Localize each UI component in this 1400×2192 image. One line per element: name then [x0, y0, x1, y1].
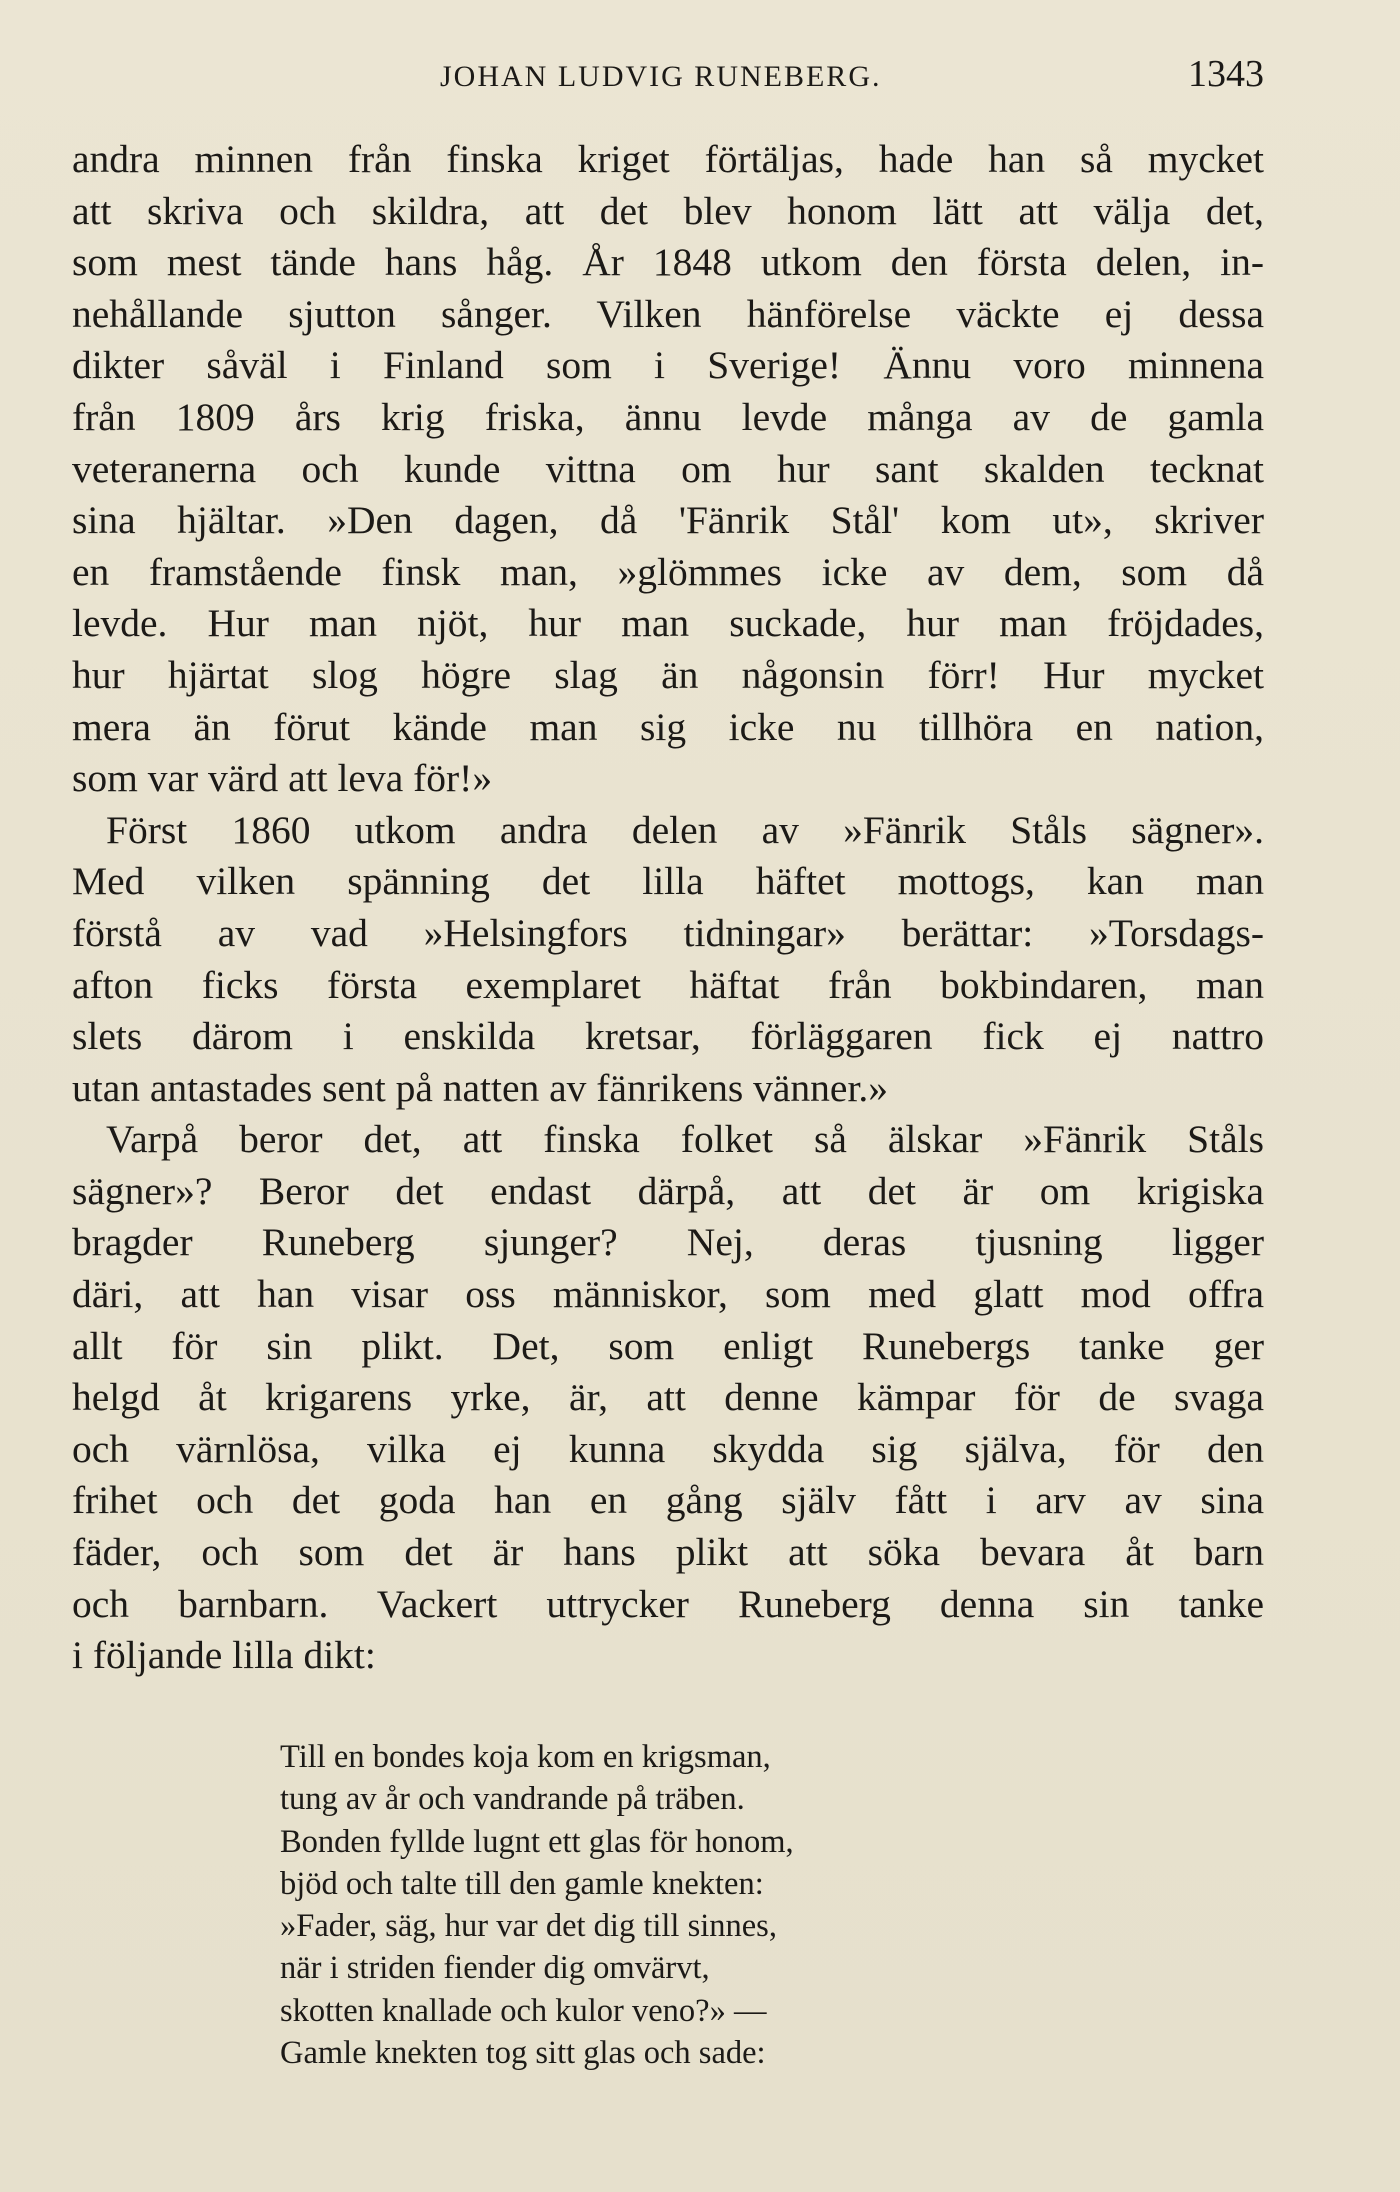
- text-line: sägner»? Beror det endast därpå, att det är om krigiska: [72, 1168, 1264, 1213]
- text-line: andra minnen från finska kriget förtäljas, hade han så mycket: [72, 137, 1264, 181]
- text-line: sina hjältar. »Den dagen, då 'Fänrik Stål' kom ut», skriver: [72, 498, 1264, 543]
- poem: [280, 1736, 1000, 2074]
- text-line: i följande lilla dikt:: [72, 1633, 376, 1678]
- text-line: som var värd att leva för!»: [72, 756, 493, 801]
- text-line: och barnbarn. Vackert uttrycker Runeberg denna sin tanke: [72, 1581, 1264, 1626]
- text-line: utan antastades sent på natten av fänrikens vänner.»: [72, 1065, 889, 1110]
- text-line: förstå av vad »Helsingfors tidningar» berättar: »Torsdags-: [72, 910, 1264, 955]
- text-line: däri, att han visar oss människor, som med glatt mod offra: [72, 1272, 1264, 1317]
- text-line: från 1809 års krig friska, ännu levde många av de gamla: [72, 394, 1264, 439]
- text-line: slets därom i enskilda kretsar, förläggaren fick ej nattro: [72, 1014, 1264, 1059]
- text-line: Först 1860 utkom andra delen av »Fänrik Ståls sägner».: [106, 807, 1264, 852]
- text-line: fäder, och som det är hans plikt att söka bevara åt barn: [72, 1530, 1264, 1575]
- text-line: Med vilken spänning det lilla häftet mottogs, kan man: [72, 859, 1264, 904]
- body-text: [72, 134, 1264, 1682]
- text-line: och värnlösa, vilka ej kunna skydda sig själva, för den: [72, 1426, 1264, 1471]
- poem-line: Gamle knekten tog sitt glas och sade:: [280, 2035, 766, 2072]
- text-line: som mest tände hans håg. År 1848 utkom den första delen, in-: [72, 240, 1264, 285]
- text-line: mera än förut kände man sig icke nu tillhöra en nation,: [72, 704, 1264, 749]
- poem-line: när i striden fiender dig omvärvt,: [280, 1950, 710, 1987]
- text-line: en framstående finsk man, »glömmes icke av dem, som då: [72, 549, 1264, 594]
- text-line: frihet och det goda han en gång själv fått i arv av sina: [72, 1478, 1264, 1523]
- text-line: att skriva och skildra, att det blev honom lätt att välja det,: [72, 188, 1264, 233]
- text-line: allt för sin plikt. Det, som enligt Runebergs tanke ger: [72, 1323, 1264, 1368]
- text-line: hur hjärtat slog högre slag än någonsin förr! Hur mycket: [72, 652, 1264, 697]
- text-line: levde. Hur man njöt, hur man suckade, hur man fröjdades,: [72, 601, 1264, 646]
- page-number: 1343: [1188, 53, 1264, 95]
- page-header: [72, 48, 1264, 98]
- text-line: nehållande sjutton sånger. Vilken hänförelse väckte ej dessa: [72, 291, 1264, 336]
- poem-line: tung av år och vandrande på träben.: [280, 1781, 745, 1818]
- poem-line: Bonden fyllde lugnt ett glas för honom,: [280, 1823, 794, 1860]
- running-head: JOHAN LUDVIG RUNEBERG.: [440, 60, 882, 93]
- text-line: helgd åt krigarens yrke, är, att denne kämpar för de svaga: [72, 1375, 1264, 1420]
- text-line: Varpå beror det, att finska folket så älskar »Fänrik Ståls: [106, 1117, 1264, 1162]
- text-line: dikter såväl i Finland som i Sverige! Ännu voro minnena: [72, 343, 1264, 388]
- text-line: veteranerna och kunde vittna om hur sant skalden tecknat: [72, 446, 1264, 491]
- poem-line: skotten knallade och kulor veno?» —: [280, 1992, 767, 2029]
- poem-line: Till en bondes koja kom en krigsman,: [280, 1739, 771, 1775]
- text-line: afton ficks första exemplaret häftat från bokbindaren, man: [72, 962, 1264, 1007]
- text-line: bragder Runeberg sjunger? Nej, deras tjusning ligger: [72, 1220, 1264, 1265]
- poem-line: bjöd och talte till den gamle knekten:: [280, 1865, 764, 1902]
- poem-line: »Fader, säg, hur var det dig till sinnes,: [280, 1908, 777, 1945]
